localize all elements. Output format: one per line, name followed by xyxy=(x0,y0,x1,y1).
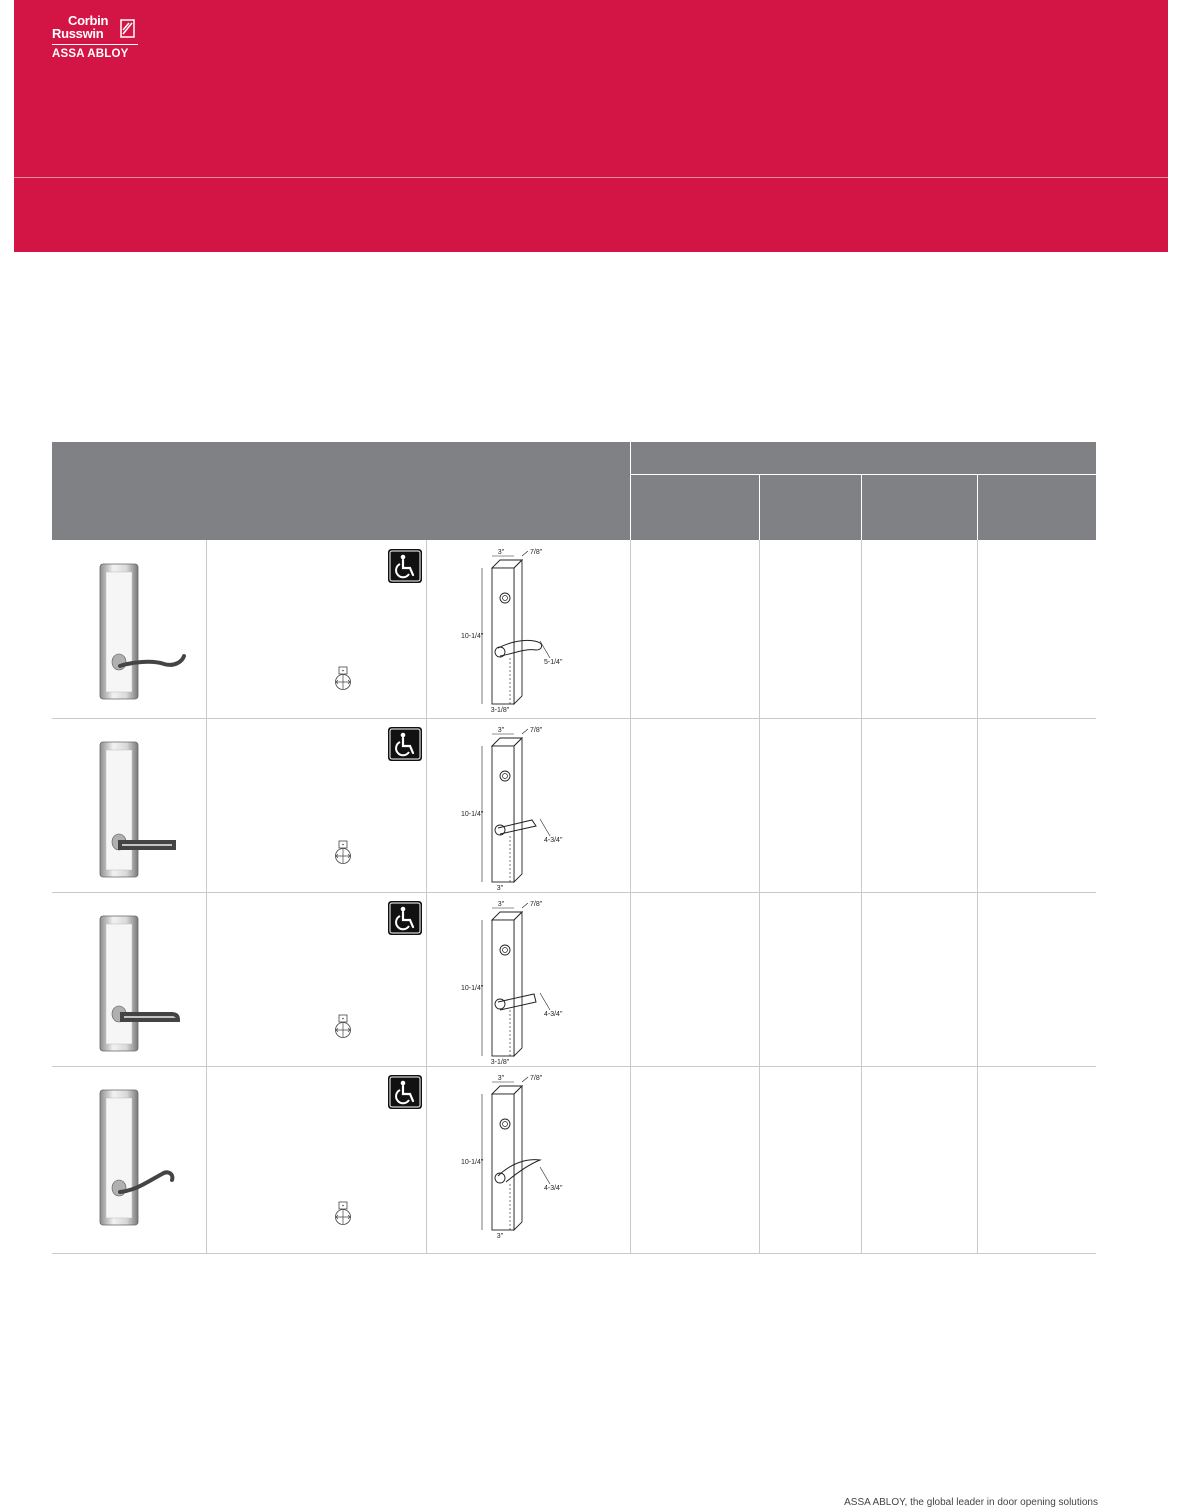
logo-russwin: Russwin xyxy=(52,26,104,41)
column-divider xyxy=(630,1066,631,1253)
column-divider xyxy=(630,718,631,892)
header-subdivider xyxy=(630,474,1096,475)
column-divider xyxy=(759,892,760,1066)
header-divider xyxy=(630,442,631,540)
dim-height-label: 10-1/4" xyxy=(461,985,484,992)
footer-tagline: ASSA ABLOY, the global leader in door opening solutions xyxy=(844,1497,1098,1508)
handing-icon xyxy=(332,840,354,866)
handing-icon xyxy=(332,1201,354,1227)
dim-bottom-label: 3" xyxy=(496,1233,504,1240)
column-divider xyxy=(426,540,427,718)
column-divider xyxy=(861,892,862,1066)
dim-projection-label: 7/8" xyxy=(530,901,543,908)
dim-width-label: 3" xyxy=(497,549,505,556)
column-divider xyxy=(759,1066,760,1253)
column-divider xyxy=(759,540,760,718)
column-divider xyxy=(206,718,207,892)
logo-mark-icon xyxy=(120,18,136,38)
dimension-diagram xyxy=(460,1072,610,1242)
table-row xyxy=(52,718,1096,893)
table-row xyxy=(52,540,1096,719)
return-lever-trim-photo xyxy=(60,896,200,1066)
column-divider xyxy=(630,540,631,718)
table-row xyxy=(52,892,1096,1067)
column-divider xyxy=(206,1066,207,1253)
header-banner xyxy=(14,0,1168,252)
dim-bottom-label: 3-1/8" xyxy=(490,707,510,714)
column-divider xyxy=(630,892,631,1066)
column-divider xyxy=(977,540,978,718)
wheelchair-accessible-icon xyxy=(388,1075,422,1109)
column-divider xyxy=(977,892,978,1066)
dim-height-label: 10-1/4" xyxy=(461,633,484,640)
curved-lever-trim-photo xyxy=(60,1070,200,1240)
handing-icon xyxy=(332,666,354,692)
wheelchair-accessible-icon xyxy=(388,901,422,935)
column-divider xyxy=(861,1066,862,1253)
dim-projection-label: 7/8" xyxy=(530,1075,543,1082)
header-col-divider xyxy=(759,475,760,540)
banner-divider xyxy=(14,177,1168,178)
dim-width-label: 3" xyxy=(497,901,505,908)
header-col-divider xyxy=(977,475,978,540)
brand-logo xyxy=(52,15,138,60)
dim-bottom-label: 3-1/8" xyxy=(490,1059,510,1066)
column-divider xyxy=(426,1066,427,1253)
straight-lever-trim-photo xyxy=(60,722,200,892)
header-col-divider xyxy=(861,475,862,540)
wheelchair-accessible-icon xyxy=(388,549,422,583)
dim-width-label: 3" xyxy=(497,727,505,734)
dim-bottom-label: 3" xyxy=(496,885,504,892)
column-divider xyxy=(759,718,760,892)
column-divider xyxy=(861,718,862,892)
logo-rule xyxy=(52,44,138,45)
dimension-diagram xyxy=(460,546,610,716)
dimension-diagram xyxy=(460,898,610,1068)
column-divider xyxy=(426,718,427,892)
dim-lever-length-label: 4-3/4" xyxy=(544,837,563,844)
column-divider xyxy=(977,1066,978,1253)
dim-lever-length-label: 4-3/4" xyxy=(544,1185,563,1192)
column-divider xyxy=(861,540,862,718)
column-divider xyxy=(206,540,207,718)
dim-lever-length-label: 5-1/4" xyxy=(544,659,563,666)
table-header xyxy=(52,442,1096,540)
dim-projection-label: 7/8" xyxy=(530,727,543,734)
scroll-lever-trim-photo xyxy=(60,544,200,714)
dim-lever-length-label: 4-3/4" xyxy=(544,1011,563,1018)
column-divider xyxy=(426,892,427,1066)
column-divider xyxy=(977,718,978,892)
dim-height-label: 10-1/4" xyxy=(461,811,484,818)
dim-width-label: 3" xyxy=(497,1075,505,1082)
dimension-diagram xyxy=(460,724,610,894)
logo-parent: ASSA ABLOY xyxy=(52,48,129,60)
table-row xyxy=(52,1066,1096,1254)
column-divider xyxy=(206,892,207,1066)
wheelchair-accessible-icon xyxy=(388,727,422,761)
dim-height-label: 10-1/4" xyxy=(461,1159,484,1166)
handing-icon xyxy=(332,1014,354,1040)
dim-projection-label: 7/8" xyxy=(530,549,543,556)
logo-corbin: Corbin xyxy=(68,13,109,28)
